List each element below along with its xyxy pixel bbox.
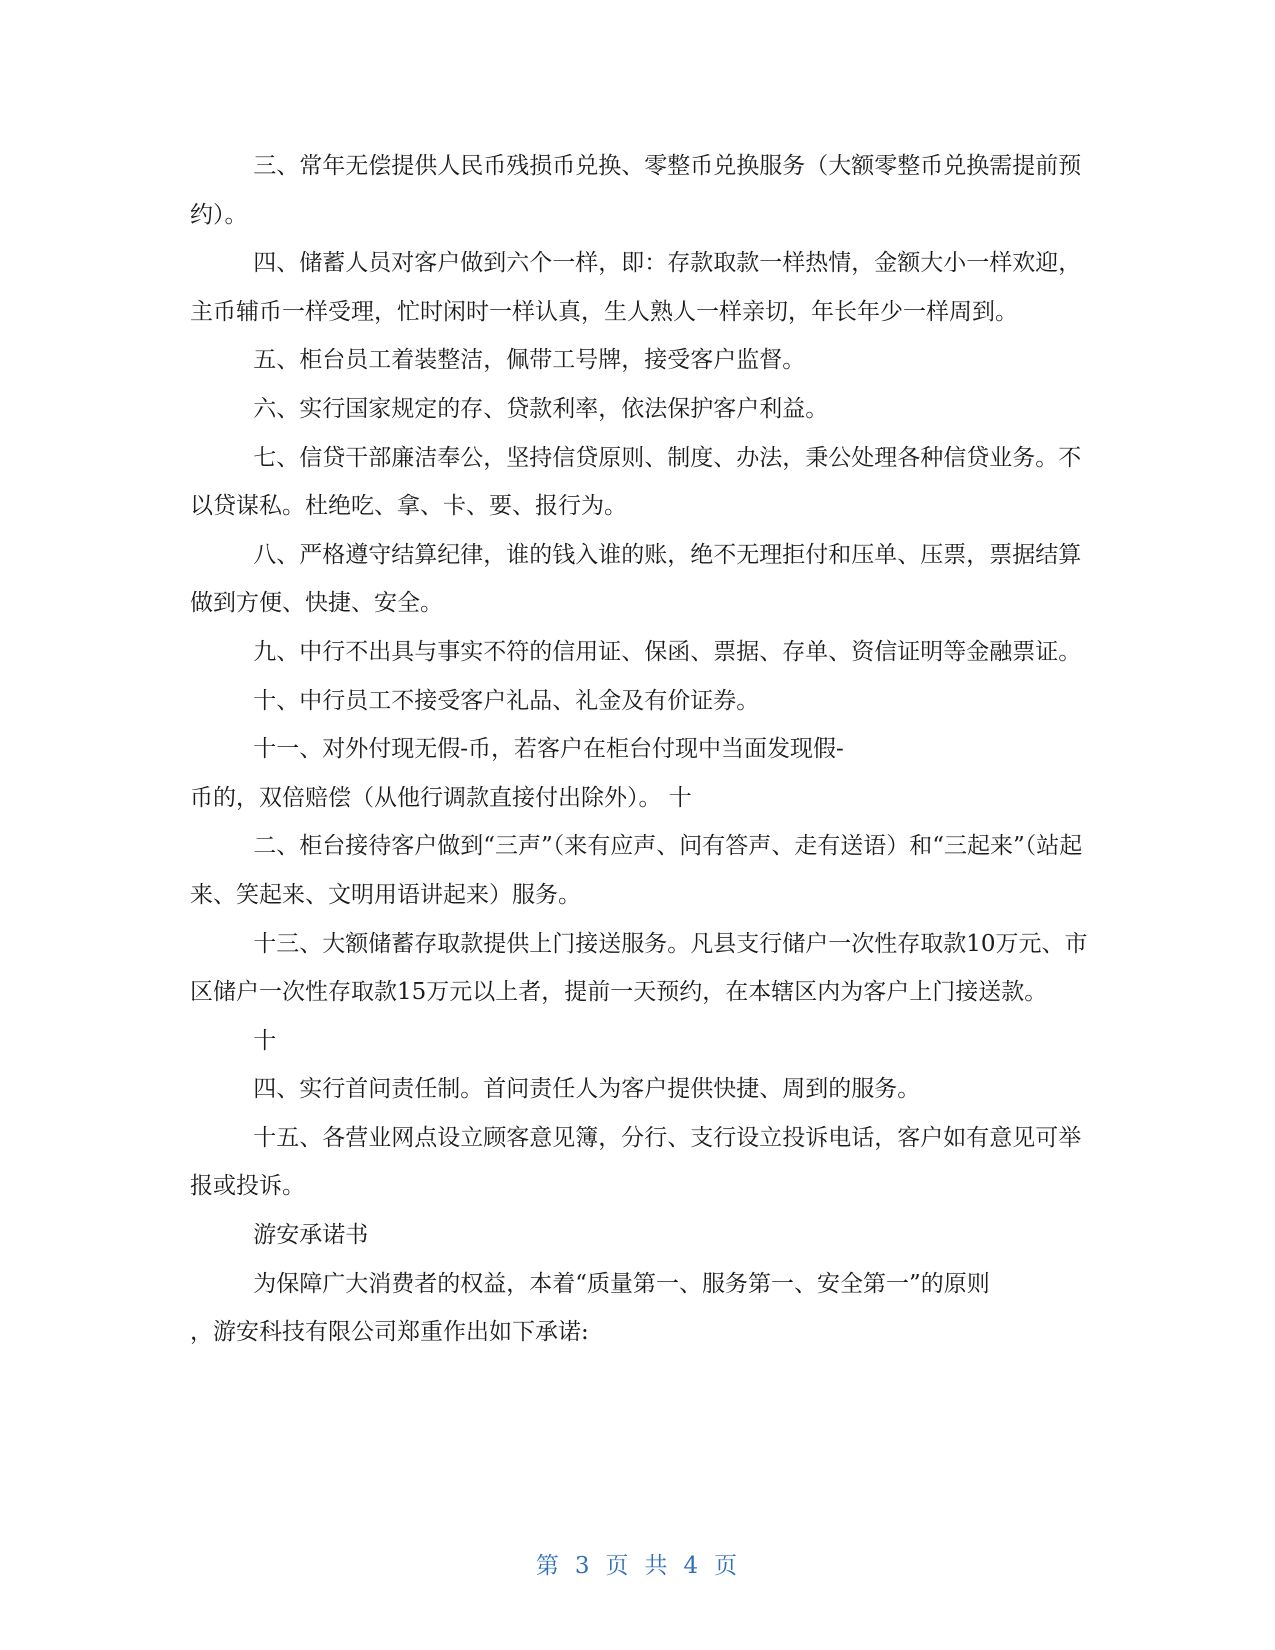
document-body xyxy=(190,142,1095,1357)
total-unit: 页 xyxy=(714,1553,740,1579)
paragraph-13: 十三、大额储蓄存取款提供上门接送服务。凡县支行储户一次性存取款10万元、市区储户一次性存取款15万元以上者，提前一天预约，在本辖区内为客户上门接送款。 xyxy=(190,930,1088,1006)
paragraph-8: 八、严格遵守结算纪律，谁的钱入谁的账，绝不无理拒付和压单、压票，票据结算做到方便、快捷、安全。 xyxy=(190,541,1082,617)
intro-paragraph-continued: ，游安科技有限公司郑重作出如下承诺: xyxy=(190,1319,589,1346)
paragraph-4: 四、储蓄人员对客户做到六个一样，即：存款取款一样热情，金额大小一样欢迎，主币辅币一样受理，忙时闲时一样认真，生人熟人一样亲切，年长年少一样周到。 xyxy=(190,250,1082,325)
section-title: 游安承诺书 xyxy=(253,1222,369,1249)
paragraph-5: 五、柜台员工着装整洁，佩带工号牌，接受客户监督。 xyxy=(253,347,806,374)
total-label: 共 xyxy=(644,1553,670,1579)
paragraph-9: 九、中行不出具与事实不符的信用证、保函、票据、存单、资信证明等金融票证。 xyxy=(253,638,1082,665)
page-number: 3 xyxy=(574,1553,592,1579)
page-unit: 页 xyxy=(605,1553,631,1579)
paragraph-6: 六、实行国家规定的存、贷款利率，依法保护客户利益。 xyxy=(253,395,829,422)
page-label: 第 xyxy=(535,1553,561,1579)
paragraph-15: 十五、各营业网点设立顾客意见簿，分行、支行设立投诉电话，客户如有意见可举报或投诉。 xyxy=(190,1124,1082,1200)
paragraph-14: 四、实行首问责任制。首问责任人为客户提供快捷、周到的服务。 xyxy=(253,1076,921,1103)
paragraph-11-continued: 币的，双倍赔偿（从他行调款直接付出除外）。 十 xyxy=(190,784,692,811)
paragraph-12: 二、柜台接待客户做到“三声”（来有应声、问有答声、走有送语）和“三起来”（站起来、笑起来、文明用语讲起来）服务。 xyxy=(190,833,1083,908)
page-footer xyxy=(0,1547,1275,1580)
paragraph-3: 三、常年无偿提供人民币残损币兑换、零整币兑换服务（大额零整币兑换需提前预约）。 xyxy=(190,153,1082,228)
intro-paragraph: 为保障广大消费者的权益，本着“质量第一、服务第一、安全第一”的原则 xyxy=(253,1270,990,1297)
paragraph-11: 十一、对外付现无假-币，若客户在柜台付现中当面发现假- xyxy=(253,736,844,763)
paragraph-10: 十、中行员工不接受客户礼品、礼金及有价证券。 xyxy=(253,687,760,714)
paragraph-14-number: 十 xyxy=(253,1027,277,1054)
total-pages: 4 xyxy=(683,1553,701,1579)
paragraph-7: 七、信贷干部廉洁奉公，坚持信贷原则、制度、办法，秉公处理各种信贷业务。不以贷谋私。杜绝吃、拿、卡、要、报行为。 xyxy=(190,444,1082,520)
